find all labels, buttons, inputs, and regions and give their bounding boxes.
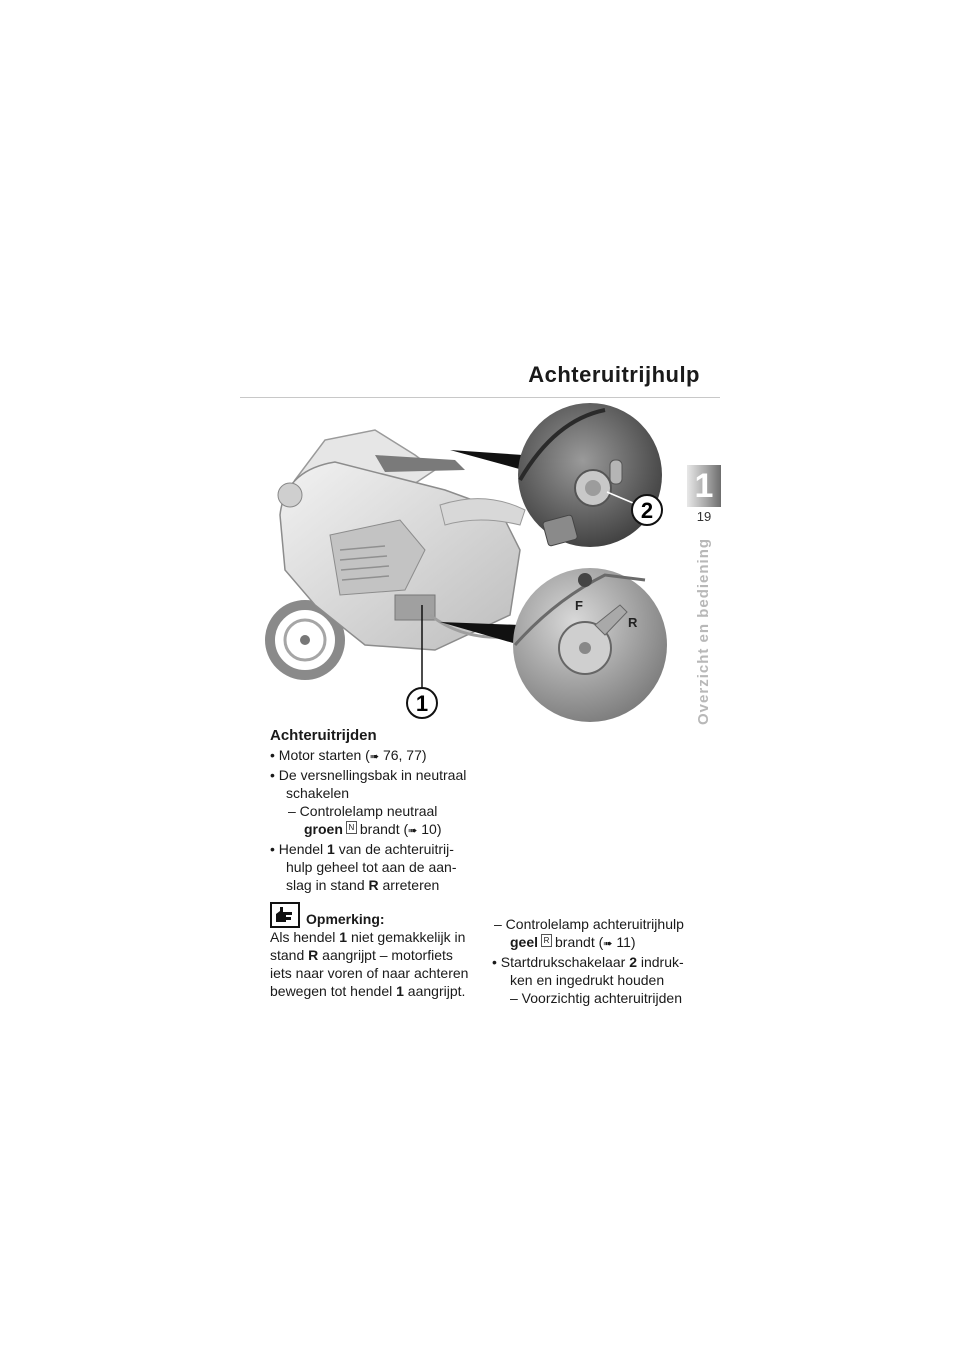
note-block — [270, 902, 485, 1000]
list-item-continued: ken en ingedrukt houden — [510, 972, 665, 988]
engine-block — [395, 595, 435, 620]
arrow-right-icon: ➠ — [408, 825, 418, 837]
reverse-lever-detail — [513, 568, 667, 722]
arrow-right-icon: ➠ — [369, 751, 380, 763]
list-item: – Controlelamp neutraal — [288, 803, 438, 819]
arrow-right-icon: ➠ — [603, 938, 613, 950]
list-item: • De versnellingsbak in neutraal — [270, 767, 467, 783]
start-switch-detail — [518, 403, 662, 547]
mirror — [278, 483, 302, 507]
note-line: stand R aangrijpt – motorfiets — [270, 947, 453, 963]
list-item-continued: geel R brandt (➠ 11) — [510, 934, 636, 950]
list-item-continued: schakelen — [286, 785, 350, 801]
list-item-continued: hulp geheel tot aan de aan- — [286, 859, 457, 875]
list-item-continued: groen N brandt (➠ 10) — [304, 821, 442, 837]
chapter-name-text: Overzicht en bediening — [695, 537, 712, 725]
note-title: Opmerking: — [306, 911, 385, 927]
list-item: • Motor starten (➠ 76, 77) — [270, 747, 427, 763]
instructions-column — [270, 727, 485, 894]
lock-hole — [578, 573, 592, 587]
callout-1: 1 — [415, 691, 429, 716]
dial-label-f: F — [575, 598, 583, 613]
list-item-continued: slag in stand R arreteren — [286, 877, 440, 893]
note-header — [270, 902, 485, 928]
title-divider — [240, 397, 720, 398]
neutral-indicator-icon: N — [346, 821, 357, 834]
instructions-column-right — [492, 915, 717, 1007]
list-item: – Voorzichtig achteruitrijden — [510, 990, 682, 1006]
list-item: • Startdrukschakelaar 2 indruk- — [492, 954, 684, 970]
illustration-svg — [255, 400, 725, 730]
list-item: • Hendel 1 van de achteruitrij- — [270, 841, 454, 857]
list-item: – Controlelamp achteruitrijhulp — [494, 916, 684, 932]
page-title: Achteruitrijhulp — [528, 362, 700, 387]
reverse-indicator-icon: R — [541, 934, 552, 947]
motorcycle-illustration — [255, 400, 725, 730]
switch-lever — [610, 460, 622, 484]
handlebar — [375, 455, 465, 472]
callout-2: 2 — [640, 498, 654, 523]
note-pointing-hand-icon — [270, 902, 300, 928]
dial-label-r: R — [628, 615, 638, 630]
section-heading: Achteruitrijden — [270, 727, 377, 744]
note-line: bewegen tot hendel 1 aangrijpt. — [270, 983, 466, 999]
note-line: Als hendel 1 niet gemakkelijk in — [270, 929, 466, 945]
chapter-number: 1 — [694, 467, 714, 505]
chapter-tab — [687, 465, 721, 527]
note-line: iets naar voren of naar achteren — [270, 965, 469, 981]
page-number: 19 — [696, 509, 712, 524]
